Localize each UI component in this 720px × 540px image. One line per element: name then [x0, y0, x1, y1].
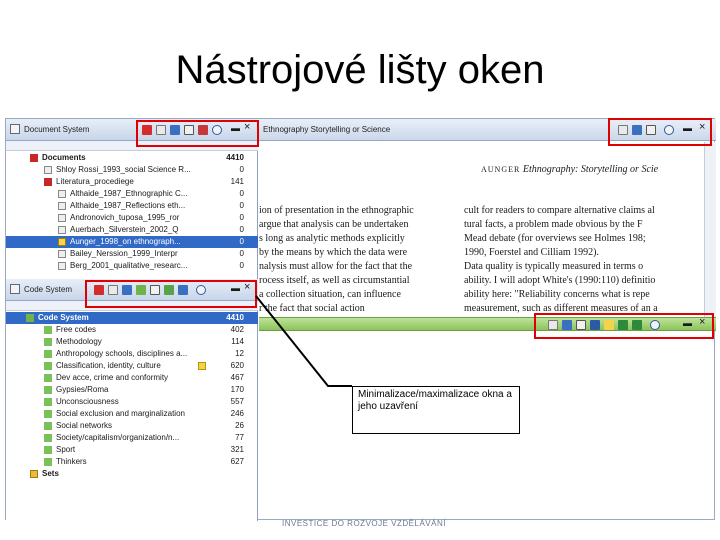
footer-text: INVESTICE DO ROZVOJE VZDĚLÁVÁNÍ — [282, 519, 446, 528]
tree-label: Shloy Rossi_1993_social Science R... — [56, 165, 191, 174]
text-line: tural facts, a problem made obvious by the F — [464, 219, 643, 230]
text-line: ability. I will adopt White's (1990:110) definitio — [464, 275, 656, 286]
tree-count: 246 — [230, 409, 244, 418]
tree-label: Aunger_1998_on ethnograph... — [70, 237, 181, 246]
tree-label: Classification, identity, culture — [56, 361, 161, 370]
tree-label: Berg_2001_qualitative_researc... — [70, 261, 188, 270]
tree-count: 141 — [230, 177, 244, 186]
tree-label: Documents — [42, 153, 86, 162]
tree-count: 0 — [239, 237, 244, 246]
close-icon[interactable]: × — [244, 281, 251, 293]
close-icon[interactable]: × — [699, 316, 706, 328]
running-head-title: Ethnography: Storytelling or Scie — [522, 164, 659, 175]
tree-label: Unconsciousness — [56, 397, 119, 406]
text-line: by the means by which the data were — [259, 247, 408, 258]
text-line: ability here: "Reliability concerns what is repe — [464, 289, 650, 300]
text-line: rocess itself, as well as circumstantial — [259, 275, 410, 286]
tree-count: 0 — [239, 189, 244, 198]
tree-label: Sport — [56, 445, 76, 454]
minimize-icon[interactable]: ▬ — [683, 123, 692, 133]
document-browser-title: Ethnography Storytelling or Science — [263, 125, 391, 134]
tree-count: 114 — [231, 337, 244, 346]
minimize-icon[interactable]: ▬ — [683, 318, 692, 328]
text-line: s long as analytic methods explicitly — [259, 233, 405, 244]
tree-label: Anthropology schools, disciplines a... — [56, 349, 188, 358]
close-icon[interactable]: × — [699, 121, 706, 133]
text-line: ion of presentation in the ethnographic — [259, 205, 414, 216]
text-line: Mead debate (for overviews see Holmes 198; — [464, 233, 646, 244]
text-line: 1990, Foerstel and Cilliam 1992). — [464, 247, 599, 258]
tree-count: 0 — [239, 201, 244, 210]
tree-count: 4410 — [226, 153, 244, 162]
text-line: Data quality is typically measured in terms o — [464, 261, 644, 272]
tree-count: 4410 — [226, 313, 244, 322]
tree-label: Gypsies/Roma — [56, 385, 109, 394]
tree-count: 620 — [230, 361, 244, 370]
running-head-author: AUNGER — [481, 165, 521, 174]
text-line: nalysis must allow for the fact that the — [259, 261, 413, 272]
tree-label: Althaide_1987_Reflections eth... — [70, 201, 186, 210]
tree-label: Free codes — [56, 325, 97, 334]
tree-label: Andronovich_tuposa_1995_ror — [70, 213, 180, 222]
close-icon[interactable]: × — [244, 121, 251, 133]
tree-label: Althaide_1987_Ethnographic C... — [70, 189, 188, 198]
minimize-icon[interactable]: ▬ — [231, 283, 240, 293]
tree-label: Social exclusion and marginalization — [56, 409, 185, 418]
tree-count: 170 — [230, 385, 244, 394]
tree-count: 321 — [230, 445, 244, 454]
tree-label: Society/capitalism/organization/n... — [56, 433, 180, 442]
tree-count: 77 — [235, 433, 244, 442]
callout-box: Minimalizace/maximalizace okna a jeho uzavření — [352, 386, 520, 434]
text-line: cult for readers to compare alternative claims al — [464, 205, 655, 216]
tree-label: Social networks — [56, 421, 113, 430]
document-system-title: Document System — [24, 125, 90, 134]
minimize-icon[interactable]: ▬ — [231, 123, 240, 133]
text-line: measurement, such as different measures of an a — [464, 303, 658, 314]
text-line: argue that analysis can be undertaken — [259, 219, 409, 230]
tree-count: 26 — [235, 421, 244, 430]
slide-title: Nástrojové lišty oken — [175, 48, 545, 92]
code-system-title: Code System — [24, 285, 73, 294]
text-line: a collection situation, can influence — [259, 289, 401, 300]
tree-count: 0 — [239, 261, 244, 270]
tree-count: 0 — [239, 213, 244, 222]
tree-label: Thinkers — [56, 457, 87, 466]
tree-label: Dev acce, crime and conformity — [56, 373, 169, 382]
tree-count: 0 — [239, 225, 244, 234]
tree-count: 0 — [239, 165, 244, 174]
tree-count: 12 — [235, 349, 244, 358]
tree-label: Sets — [42, 469, 59, 478]
tree-label: Auerbach_Silverstein_2002_Q — [70, 225, 179, 234]
tree-label: Literatura_procediege — [56, 177, 134, 186]
tree-count: 557 — [230, 397, 244, 406]
tree-count: 467 — [230, 373, 244, 382]
tree-label: Bailey_Nerssion_1999_Interpr — [70, 249, 178, 258]
tree-count: 402 — [230, 325, 244, 334]
tree-count: 0 — [239, 249, 244, 258]
text-line: r the fact that social action — [259, 303, 365, 314]
tree-label: Methodology — [56, 337, 102, 346]
tree-label: Code System — [38, 313, 89, 322]
tree-count: 627 — [230, 457, 244, 466]
